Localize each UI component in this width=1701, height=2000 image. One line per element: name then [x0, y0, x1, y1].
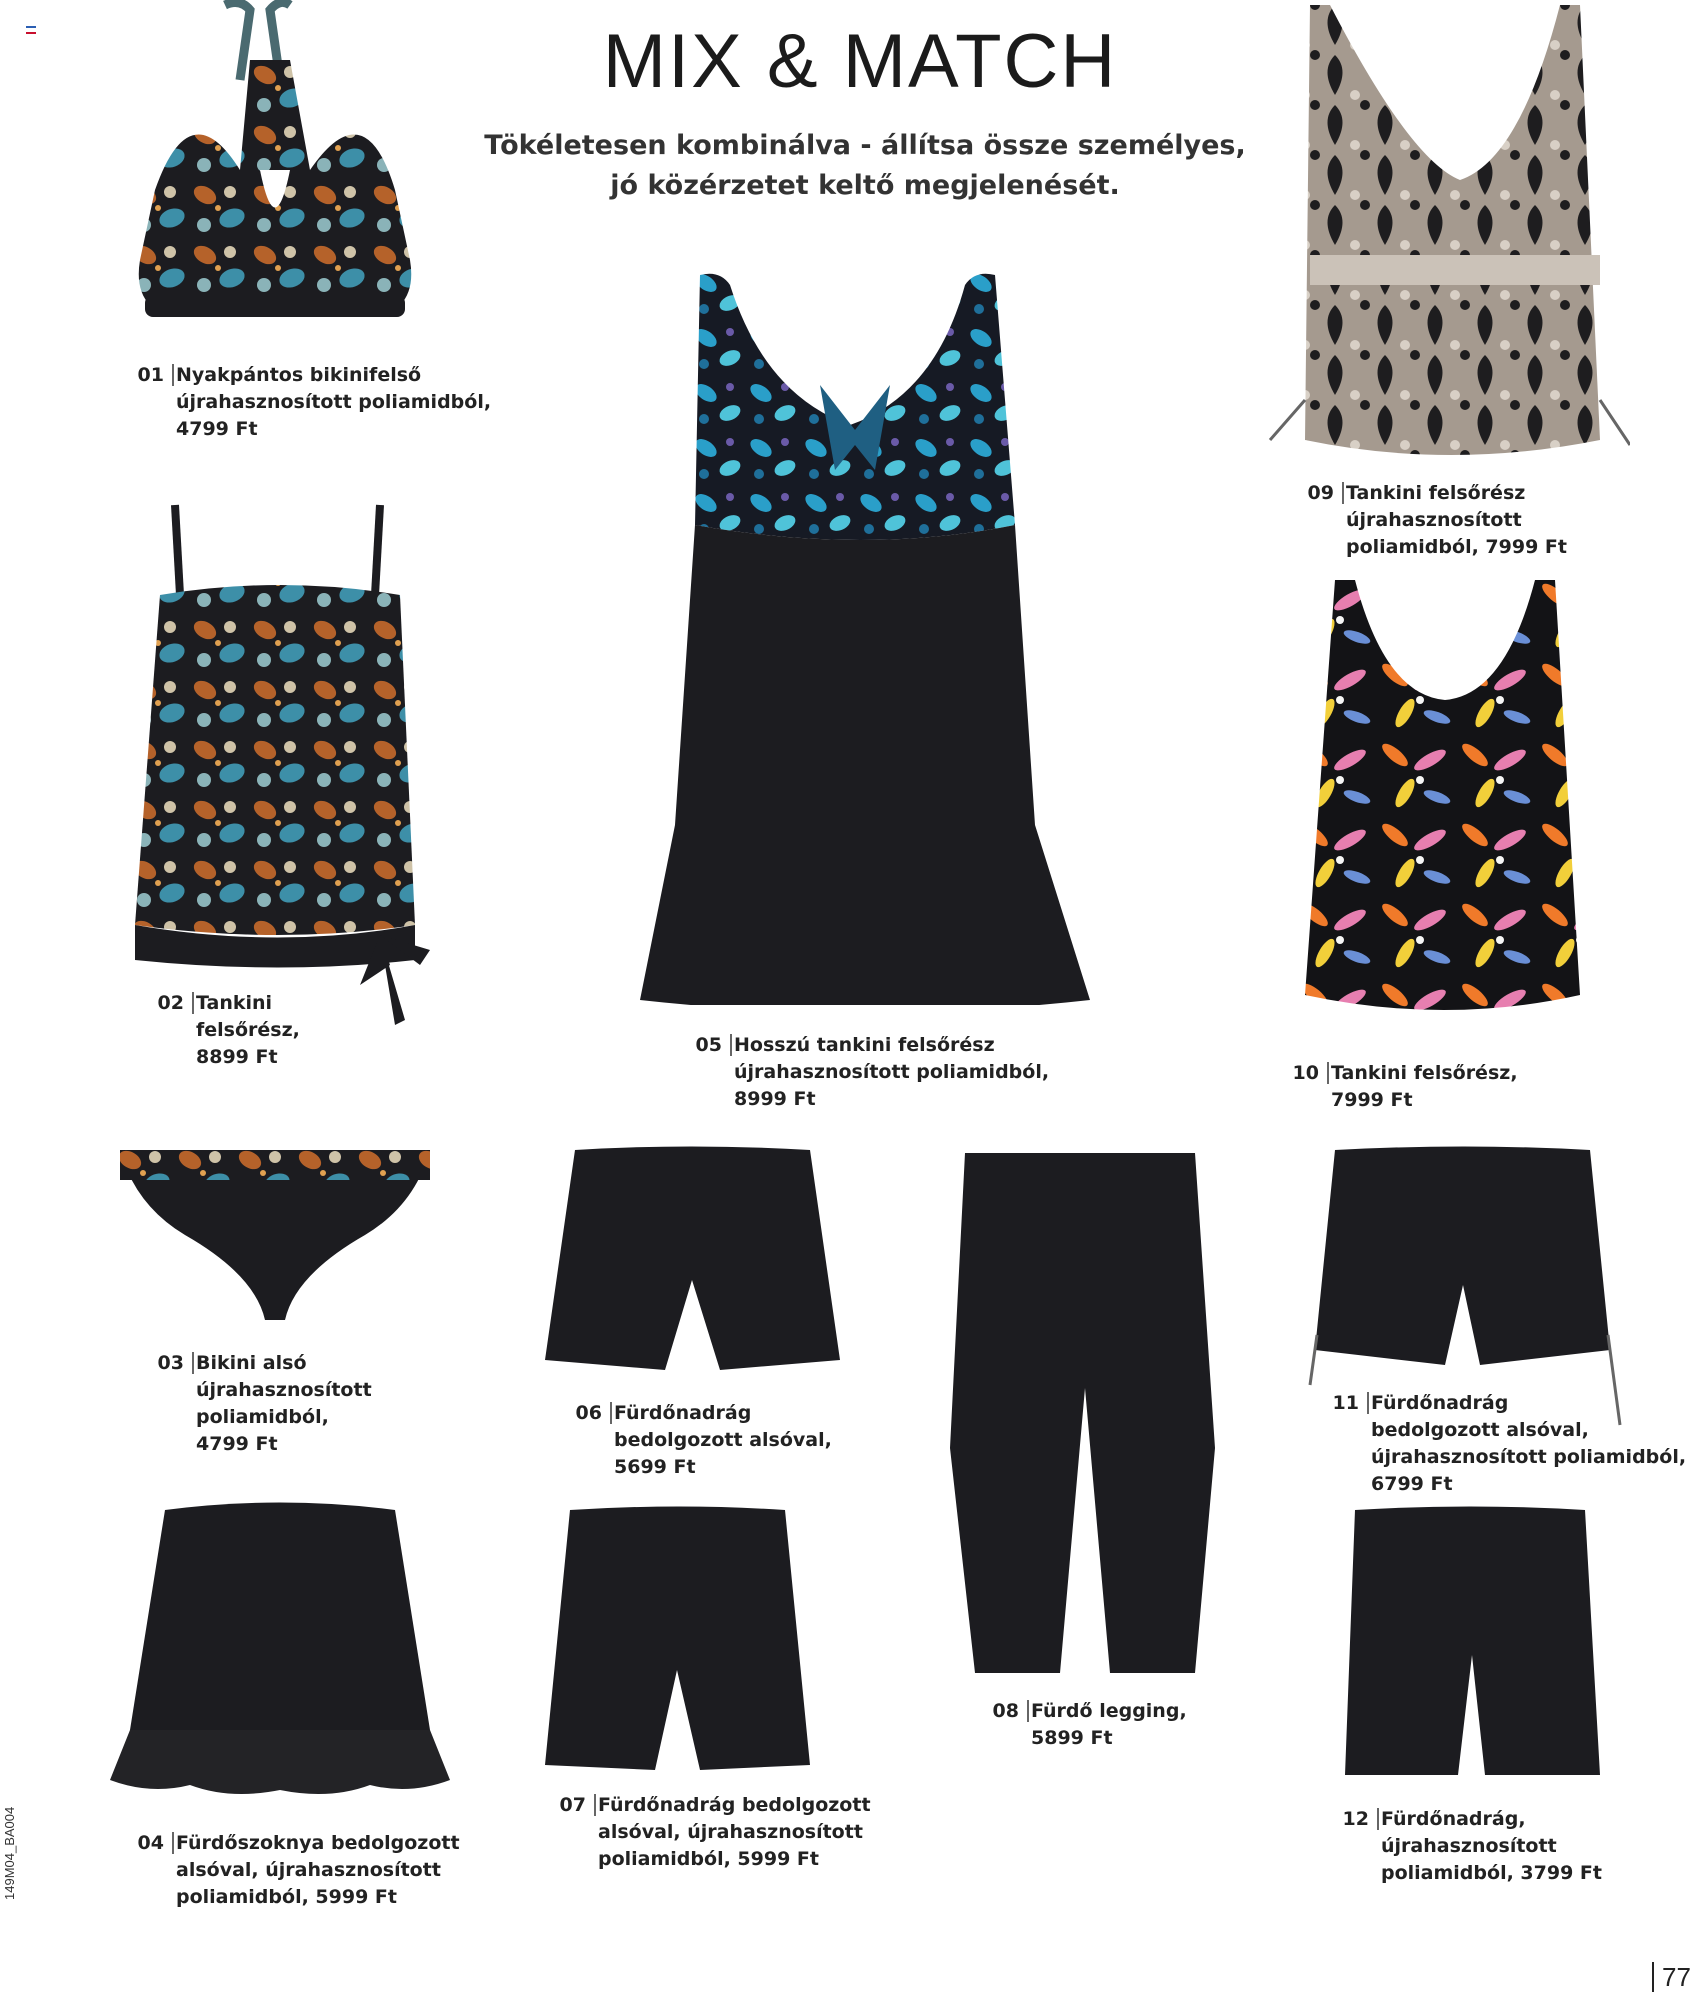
product-name: Hosszú tankini felsőrész — [734, 1034, 995, 1056]
subtitle-line: jó közérzetet keltő megjelenését. — [610, 170, 1120, 201]
product-number: 02 — [150, 992, 194, 1014]
page-title: MIX & MATCH — [602, 19, 1118, 104]
product-description: alsóval, újrahasznosított — [176, 1859, 441, 1881]
product-price: 8999 Ft — [734, 1088, 816, 1110]
product-name: Bikini alsó — [196, 1352, 307, 1374]
product-number: 11 — [1325, 1392, 1369, 1414]
product-description: poliamidból, — [196, 1406, 329, 1428]
product-description: felsőrész, — [196, 1019, 300, 1041]
subtitle-line: Tökéletesen kombinálva - állítsa össze személyes, — [484, 130, 1246, 161]
product-number: 09 — [1300, 482, 1344, 504]
page-subtitle — [480, 126, 1250, 206]
product-number: 03 — [150, 1352, 194, 1374]
product-name: Fürdő legging, — [1031, 1700, 1187, 1722]
product-number: 05 — [688, 1034, 732, 1056]
product-name: Fürdőszoknya bedolgozott — [176, 1832, 460, 1854]
product-number: 04 — [130, 1832, 174, 1854]
product-description: újrahasznosított poliamidból, — [1371, 1446, 1687, 1468]
catalog-code: 149M04_BA004 — [2, 1806, 17, 1900]
product-price: poliamidból, 5999 Ft — [598, 1848, 819, 1870]
product-name: Fürdőnadrág bedolgozott — [598, 1794, 871, 1816]
product-image-tankini-top — [130, 495, 470, 1035]
product-price: 8899 Ft — [196, 1046, 278, 1068]
product-name: Fürdőnadrág — [614, 1402, 752, 1424]
product-price: poliamidból, 7999 Ft — [1346, 536, 1567, 558]
product-image-swim-skirt — [110, 1500, 450, 1800]
product-price: 4799 Ft — [176, 418, 258, 440]
product-image-swim-shorts — [540, 1505, 815, 1775]
product-image-bikini-bottom — [115, 1145, 435, 1325]
product-description: újrahasznosított — [1381, 1835, 1557, 1857]
product-name: Tankini felsőrész, — [1331, 1062, 1518, 1084]
product-name: Fürdőnadrág, — [1381, 1808, 1526, 1830]
product-price: 5699 Ft — [614, 1456, 696, 1478]
product-number: 12 — [1335, 1808, 1379, 1830]
product-image-damask-tankini-top — [1260, 0, 1630, 460]
product-description: bedolgozott alsóval, — [614, 1429, 832, 1451]
product-image-swim-shorts — [540, 1145, 845, 1375]
flag-icon — [26, 26, 36, 34]
product-price: 4799 Ft — [196, 1433, 278, 1455]
product-image-halter-bikini-top — [130, 0, 420, 330]
product-name: Fürdőnadrág — [1371, 1392, 1509, 1414]
product-price: 6799 Ft — [1371, 1473, 1453, 1495]
product-image-swim-legging — [945, 1148, 1220, 1678]
product-number: 08 — [985, 1700, 1029, 1722]
product-description: újrahasznosított — [1346, 509, 1522, 531]
product-description: újrahasznosított — [196, 1379, 372, 1401]
product-number: 01 — [130, 364, 174, 386]
product-price: 7999 Ft — [1331, 1089, 1413, 1111]
product-name: Nyakpántos bikinifelső — [176, 364, 422, 386]
product-price: 5899 Ft — [1031, 1727, 1113, 1749]
product-price: poliamidból, 3799 Ft — [1381, 1862, 1602, 1884]
product-name: Tankini — [196, 992, 273, 1014]
product-description: bedolgozott alsóval, — [1371, 1419, 1589, 1441]
product-image-swim-shorts-long — [1340, 1505, 1605, 1780]
product-description: újrahasznosított poliamidból, — [734, 1061, 1050, 1083]
product-number: 06 — [568, 1402, 612, 1424]
product-image-floral-tankini-top — [1295, 575, 1595, 1025]
product-price: poliamidból, 5999 Ft — [176, 1886, 397, 1908]
product-name: Tankini felsőrész — [1346, 482, 1526, 504]
product-number: 10 — [1285, 1062, 1329, 1084]
product-image-long-tankini-top — [635, 265, 1095, 1005]
product-description: újrahasznosított poliamidból, — [176, 391, 492, 413]
product-description: alsóval, újrahasznosított — [598, 1821, 863, 1843]
product-number: 07 — [552, 1794, 596, 1816]
page-number: 77 — [1652, 1962, 1691, 1992]
